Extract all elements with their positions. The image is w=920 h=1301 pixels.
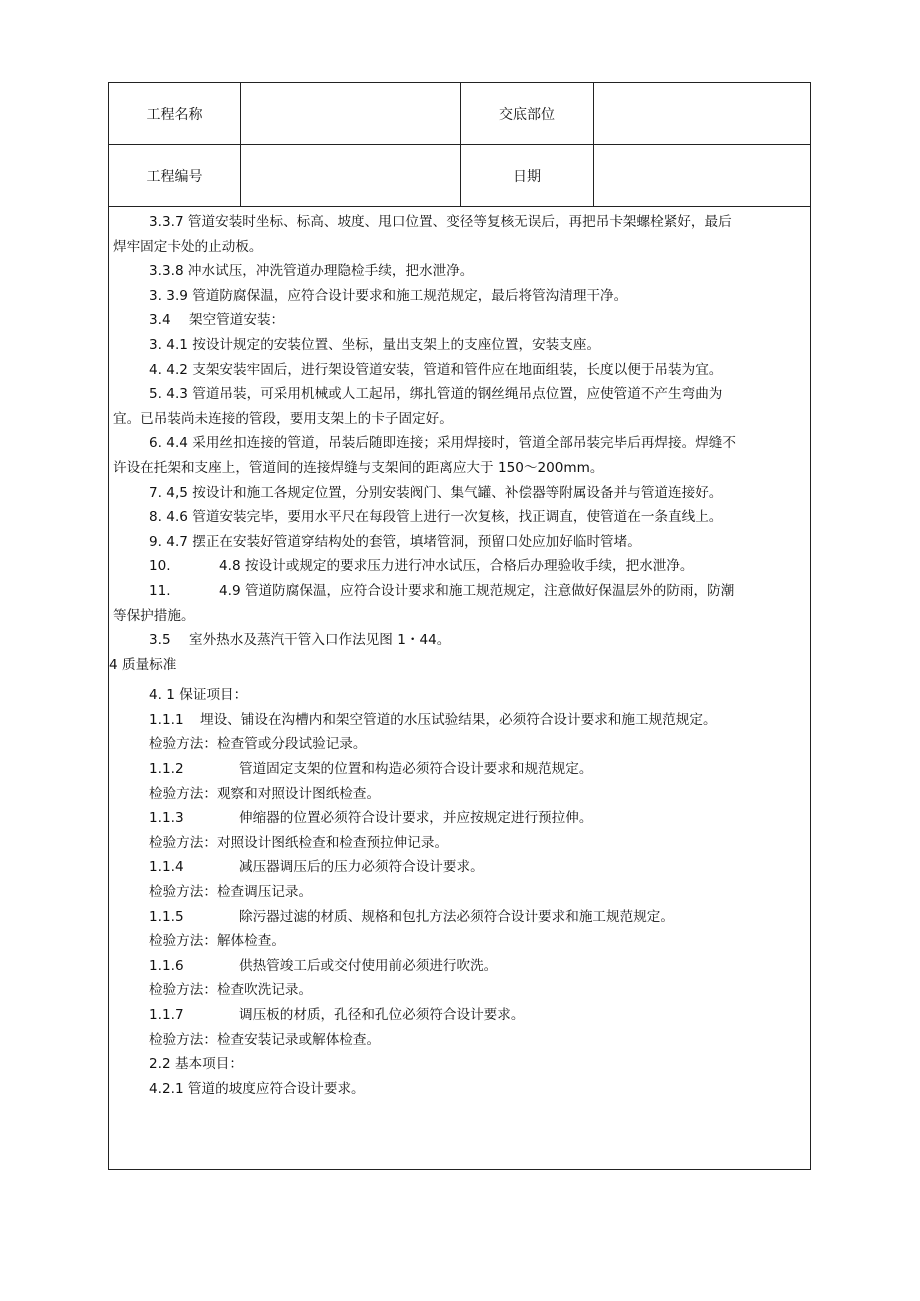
content-body bbox=[109, 207, 810, 1101]
text-line: 检验方法：检查管或分段试验记录。 bbox=[149, 736, 367, 753]
text-line: 2.2 基本项目： bbox=[149, 1056, 243, 1073]
text-line: 3.3.8 冲水试压，冲洗管道办理隐检手续，把水泄净。 bbox=[149, 263, 474, 280]
text-line bbox=[111, 1003, 808, 1028]
header-row-2 bbox=[109, 145, 810, 207]
text-line bbox=[111, 308, 808, 333]
text-line: 检验方法：观察和对照设计图纸检查。 bbox=[149, 785, 381, 802]
item-text: 除污器过滤的材质、规格和包扎方法必须符合设计要求和施工规范规定。 bbox=[239, 908, 674, 925]
text-line: 4.2.1 管道的坡度应符合设计要求。 bbox=[149, 1080, 365, 1097]
text-line: 6. 4.4 采用丝扣连接的管道，吊装后随即连接；采用焊接时，管道全部吊装完毕后再焊接。焊缝不 bbox=[149, 435, 736, 452]
text-line: 3. 4.1 按设计规定的安装位置、坐标，量出支架上的支座位置，安装支座。 bbox=[149, 336, 601, 353]
section-text: 架空管道安装： bbox=[189, 312, 285, 329]
text-line: 4. 1 保证项目： bbox=[149, 687, 248, 704]
text-line: 检验方法：对照设计图纸检查和检查预拉伸记录。 bbox=[149, 834, 449, 851]
item-number: 1.1.3 bbox=[149, 810, 184, 827]
disclosure-form bbox=[108, 82, 811, 1170]
text-line bbox=[111, 806, 808, 831]
text-line bbox=[111, 905, 808, 930]
text-line bbox=[111, 554, 808, 579]
item-number: 1.1.6 bbox=[149, 957, 184, 974]
item-number: 11. bbox=[149, 582, 171, 599]
project-name-value bbox=[241, 83, 461, 145]
text-line bbox=[111, 628, 808, 653]
text-line: 许设在托架和支座上，管道间的连接焊缝与支架间的距离应大于 150～200mm。 bbox=[113, 459, 604, 476]
disclosure-part-label: 交底部位 bbox=[461, 83, 594, 145]
text-line: 8. 4.6 管道安装完毕，要用水平尺在每段管上进行一次复核，找正调直，使管道在一条直线上。 bbox=[149, 509, 723, 526]
text-line bbox=[111, 855, 808, 880]
item-text: 4.8 按设计或规定的要求压力进行冲水试压，合格后办理验收手续，把水泄净。 bbox=[219, 558, 694, 575]
item-text: 减压器调压后的压力必须符合设计要求。 bbox=[239, 859, 484, 876]
project-number-value bbox=[241, 145, 461, 207]
text-line: 检验方法：检查吹洗记录。 bbox=[149, 982, 313, 999]
date-value bbox=[594, 145, 811, 207]
text-line: 检验方法：检查调压记录。 bbox=[149, 884, 313, 901]
item-number: 1.1.1 bbox=[149, 711, 184, 728]
text-line: 5. 4.3 管道吊装，可采用机械或人工起吊，绑扎管道的钢丝绳吊点位置，应使管道不产生弯曲为 bbox=[149, 386, 723, 403]
text-line: 4. 4.2 支架安装牢固后，进行架设管道安装，管道和管件应在地面组装，长度以便于吊装为宜。 bbox=[149, 361, 723, 378]
text-line: 3.3.7 管道安装时坐标、标高、坡度、甩口位置、变径等复核无误后，再把吊卡架螺栓紧好，最后 bbox=[149, 214, 732, 230]
header-table bbox=[109, 83, 810, 207]
section-text: 室外热水及蒸汽干管入口作法见图 1・44。 bbox=[189, 632, 451, 649]
text-line bbox=[111, 579, 808, 604]
item-text: 调压板的材质，孔径和孔位必须符合设计要求。 bbox=[239, 1007, 525, 1023]
text-line: 7. 4,5 按设计和施工各规定位置，分别安装阀门、集气罐、补偿器等附属设备并与管道连接好。 bbox=[149, 484, 723, 501]
project-number-label: 工程编号 bbox=[109, 145, 241, 207]
text-line: 焊牢固定卡处的止动板。 bbox=[113, 238, 263, 255]
section-number: 3.4 bbox=[149, 312, 171, 329]
date-label: 日期 bbox=[461, 145, 594, 207]
section-number: 3.5 bbox=[149, 632, 171, 649]
item-number: 1.1.4 bbox=[149, 859, 184, 876]
item-text: 埋设、铺设在沟槽内和架空管道的水压试验结果，必须符合设计要求和施工规范规定。 bbox=[200, 711, 717, 728]
item-number: 1.1.7 bbox=[149, 1007, 184, 1023]
item-text: 伸缩器的位置必须符合设计要求，并应按规定进行预拉伸。 bbox=[239, 810, 593, 827]
text-line: 9. 4.7 摆正在安装好管道穿结构处的套管，填堵管洞，预留口处应加好临时管堵。 bbox=[149, 533, 641, 550]
item-number: 10. bbox=[149, 558, 171, 575]
text-line: 等保护措施。 bbox=[113, 607, 195, 624]
text-line bbox=[111, 757, 808, 782]
section-heading: 4 质量标准 bbox=[109, 656, 177, 673]
item-number: 1.1.5 bbox=[149, 908, 184, 925]
item-text: 4.9 管道防腐保温，应符合设计要求和施工规范规定，注意做好保温层外的防雨，防潮 bbox=[219, 582, 735, 599]
text-line: 检验方法：解体检查。 bbox=[149, 933, 285, 950]
text-line: 宜。已吊装尚未连接的管段，要用支架上的卡子固定好。 bbox=[113, 410, 453, 427]
text-line bbox=[111, 708, 808, 733]
item-number: 1.1.2 bbox=[149, 761, 184, 778]
text-line bbox=[111, 954, 808, 979]
project-name-label: 工程名称 bbox=[109, 83, 241, 145]
item-text: 管道固定支架的位置和构造必须符合设计要求和规范规定。 bbox=[239, 761, 593, 778]
disclosure-part-value bbox=[594, 83, 811, 145]
text-line: 检验方法：检查安装记录或解体检查。 bbox=[149, 1031, 381, 1048]
item-text: 供热管竣工后或交付使用前必须进行吹洗。 bbox=[239, 957, 498, 974]
header-row-1 bbox=[109, 83, 810, 145]
text-line: 3. 3.9 管道防腐保温，应符合设计要求和施工规范规定，最后将管沟清理干净。 bbox=[149, 287, 628, 304]
